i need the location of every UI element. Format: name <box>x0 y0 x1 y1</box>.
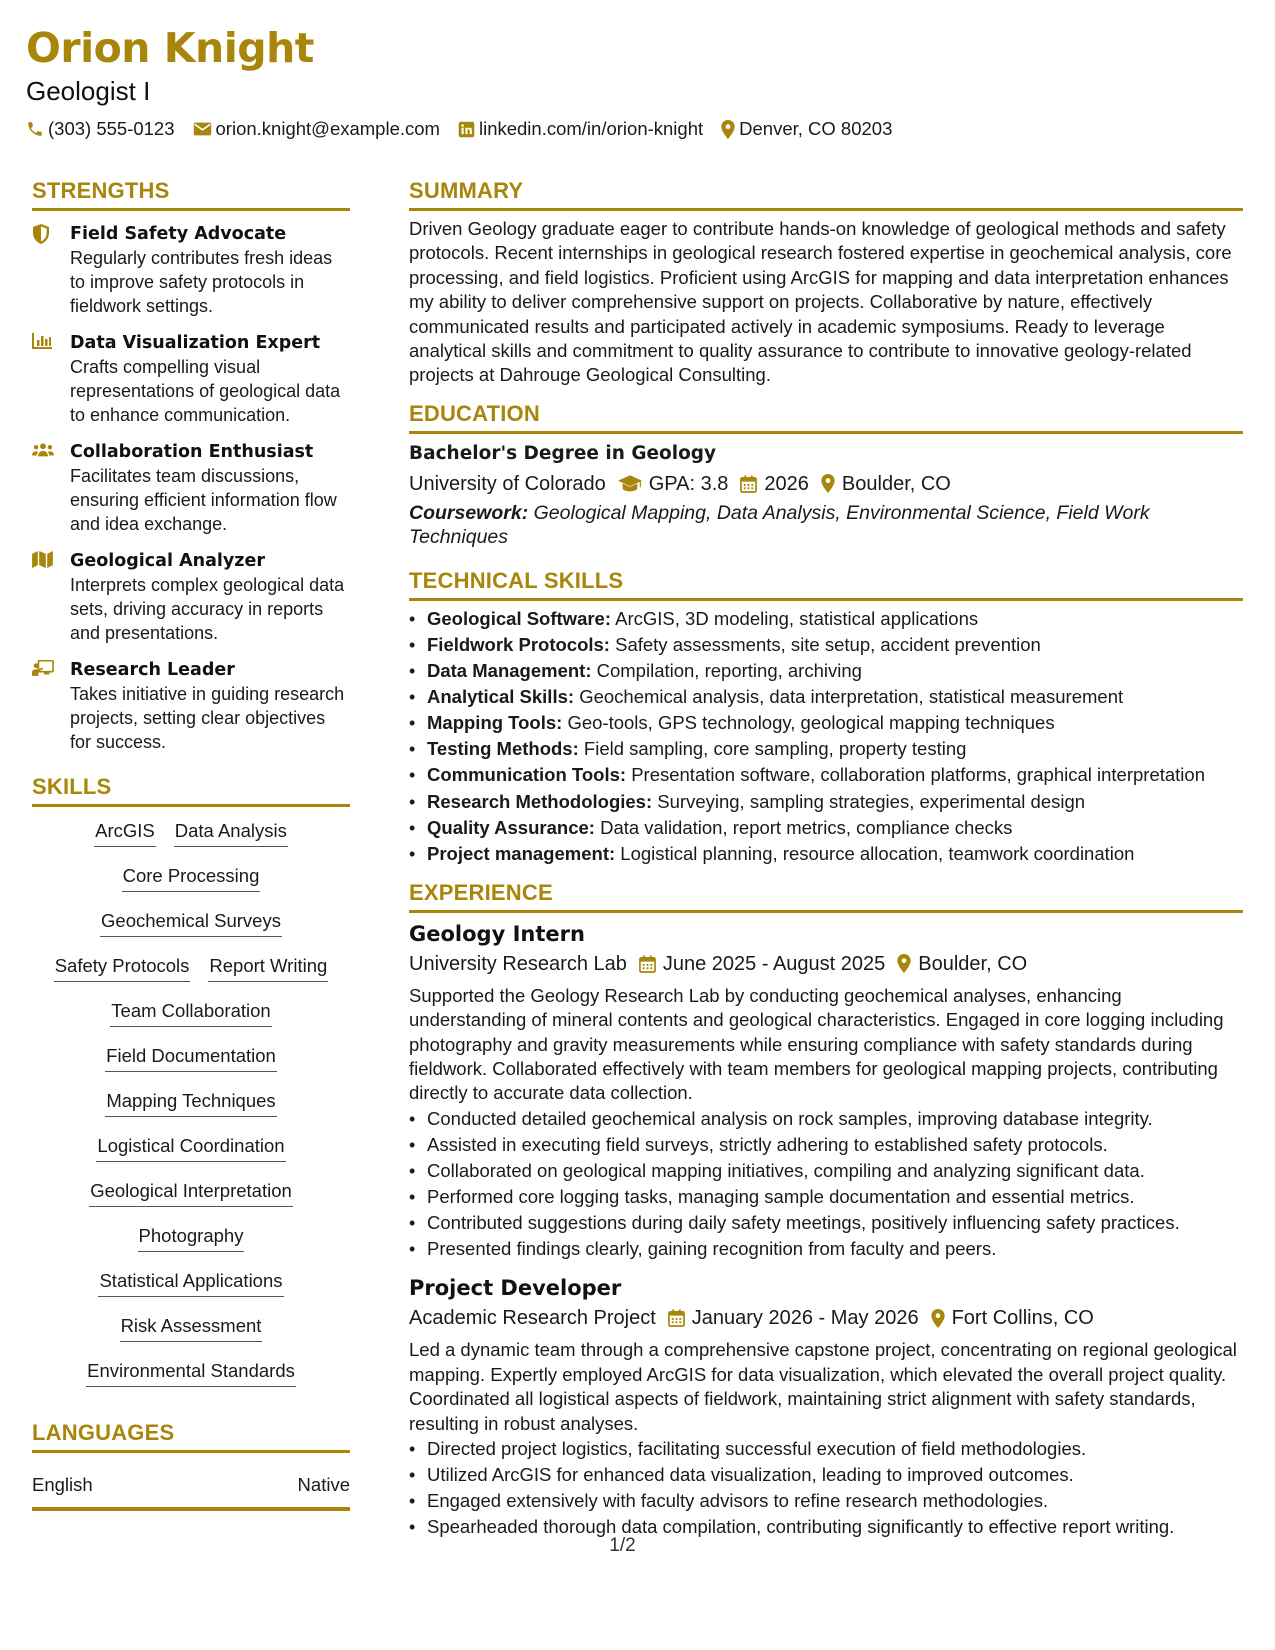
strength-item <box>32 658 350 754</box>
linkedin-icon <box>458 121 475 138</box>
job-entry <box>409 1274 1243 1540</box>
summary-text: Driven Geology graduate eager to contribute hands-on knowledge of geological methods and safety protocols. Recent internships in geological research fostered expertise in geochemical analysis, core processing, and field logistics. Proficient using ArcGIS for mapping and data interpretation enhances my ability to deliver comprehensive support on projects. Collaborative by nature, effectively communicated results and participated actively in academic symposiums. Ready to leverage analytical skills and commitment to quality assurance to contribute to innovative geology-related projects at Dahrouge Geological Consulting. <box>409 218 1232 386</box>
job-meta <box>409 1304 1243 1332</box>
experience-heading: EXPERIENCE <box>409 878 1243 913</box>
job-bullets <box>409 1436 1243 1540</box>
bar-chart-icon <box>32 333 52 349</box>
page-number: 1/2 <box>609 1535 636 1556</box>
strengths-heading: STRENGTHS <box>32 176 350 211</box>
job-title: Geologist I <box>26 76 151 106</box>
skill-chip: Mapping Techniques <box>105 1089 276 1117</box>
list-item: • Contributed suggestions during daily safety meetings, positively influencing safety practices. <box>409 1210 1243 1236</box>
list-item: • Testing Methods: Field sampling, core sampling, property testing <box>409 736 1243 762</box>
education-heading: EDUCATION <box>409 399 1243 434</box>
skill-chip: Logistical Coordination <box>96 1134 285 1162</box>
envelope-icon <box>193 121 212 137</box>
degree-title: Bachelor's Degree in Geology <box>409 442 717 464</box>
languages-heading: LANGUAGES <box>32 1418 350 1453</box>
linkedin-text: linkedin.com/in/orion-knight <box>478 118 704 139</box>
strength-desc: Interprets complex geological data sets, driving accuracy in reports and presentations. <box>70 575 345 643</box>
map-pin-icon <box>821 474 835 493</box>
users-icon <box>32 442 54 458</box>
gpa-text: GPA: 3.8 <box>648 472 729 495</box>
education-meta <box>409 470 1243 498</box>
language-item <box>32 1473 350 1511</box>
map-pin-icon <box>931 1309 945 1328</box>
list-item: • Analytical Skills: Geochemical analysis, data interpretation, statistical measurement <box>409 684 1243 710</box>
list-item: • Conducted detailed geochemical analysis on rock samples, improving database integrity. <box>409 1106 1243 1132</box>
strength-desc: Regularly contributes fresh ideas to improve safety protocols in fieldwork settings. <box>70 248 333 316</box>
contact-location <box>721 118 892 140</box>
job-org: University Research Lab <box>409 952 627 975</box>
strength-desc: Takes initiative in guiding research projects, setting clear objectives for success. <box>70 684 345 752</box>
strength-title: Research Leader <box>70 660 235 680</box>
list-item: • Spearheaded thorough data compilation, contributing significantly to effective report writing. <box>409 1514 1243 1540</box>
language-level: Native <box>297 1474 350 1495</box>
shield-icon <box>32 224 50 244</box>
location-text: Denver, CO 80203 <box>739 118 893 139</box>
skill-chip: Geochemical Surveys <box>100 909 282 937</box>
graduation-year: 2026 <box>764 472 809 495</box>
list-item: • Mapping Tools: Geo-tools, GPS technology, geological mapping techniques <box>409 710 1243 736</box>
calendar-icon <box>740 475 757 493</box>
skill-chip: Core Processing <box>122 864 261 892</box>
list-item: • Data Management: Compilation, reporting, archiving <box>409 658 1243 684</box>
coursework <box>409 501 1243 549</box>
resume-header <box>26 22 1249 140</box>
skill-chip: Risk Assessment <box>120 1314 263 1342</box>
list-item: • Utilized ArcGIS for enhanced data visualization, leading to improved outcomes. <box>409 1462 1243 1488</box>
coursework-label: Coursework: <box>409 501 529 524</box>
map-pin-icon <box>897 954 911 973</box>
job-meta <box>409 950 1243 978</box>
strength-item <box>32 549 350 645</box>
calendar-icon <box>639 955 656 973</box>
skill-chip: Team Collaboration <box>110 999 271 1027</box>
job-location: Fort Collins, CO <box>951 1307 1094 1330</box>
candidate-name: Orion Knight <box>26 24 314 72</box>
job-dates: June 2025 - August 2025 <box>662 952 886 975</box>
email-text: orion.knight@example.com <box>215 118 440 139</box>
contact-phone[interactable] <box>26 118 175 140</box>
job-description: Supported the Geology Research Lab by conducting geochemical analyses, enhancing understanding of mineral contents and geological characteristics. Engaged in core logging including photography and gravity measurements while ensuring compliance with safety standards during fieldwork. Collaborated effectively with team members for geological mapping projects, contributing directly to accurate data collection. <box>409 984 1224 1104</box>
list-item: • Presented findings clearly, gaining recognition from faculty and peers. <box>409 1236 1243 1262</box>
list-item: • Directed project logistics, facilitating successful execution of field methodologies. <box>409 1436 1243 1462</box>
strength-title: Collaboration Enthusiast <box>70 442 314 462</box>
job-dates: January 2026 - May 2026 <box>691 1307 919 1330</box>
job-org: Academic Research Project <box>409 1307 656 1330</box>
technical-skills-heading: TECHNICAL SKILLS <box>409 566 1243 601</box>
strength-item <box>32 440 350 536</box>
strength-item <box>32 222 350 318</box>
right-column <box>409 176 1243 1540</box>
list-item: • Collaborated on geological mapping initiatives, compiling and analyzing significant data. <box>409 1158 1243 1184</box>
skills-list <box>32 819 350 1404</box>
skill-chip: Data Analysis <box>174 819 288 847</box>
skill-chip: Statistical Applications <box>98 1269 283 1297</box>
contact-linkedin[interactable] <box>458 118 703 140</box>
list-item: • Communication Tools: Presentation software, collaboration platforms, graphical interpretation <box>409 762 1243 788</box>
phone-icon <box>26 120 44 138</box>
chalkboard-teacher-icon <box>32 660 54 677</box>
contact-email[interactable] <box>193 118 440 140</box>
list-item: • Quality Assurance: Data validation, report metrics, compliance checks <box>409 815 1243 841</box>
job-location: Boulder, CO <box>918 952 1028 975</box>
strengths-list <box>32 222 350 754</box>
technical-skills-list <box>409 606 1243 867</box>
calendar-icon <box>668 1309 685 1327</box>
list-item: • Geological Software: ArcGIS, 3D modeling, statistical applications <box>409 606 1243 632</box>
job-role: Geology Intern <box>409 921 585 946</box>
list-item: • Fieldwork Protocols: Safety assessments, site setup, accident prevention <box>409 632 1243 658</box>
job-description: Led a dynamic team through a comprehensive capstone project, concentrating on regional geological mapping. Expertly employed ArcGIS for data visualization, which elevated the overall project quality. Coordinated all logistical aspects of fieldwork, maintaining strict alignment with safety standards, resulting in robust analyses. <box>409 1339 1237 1434</box>
summary-heading: SUMMARY <box>409 176 1243 211</box>
left-column <box>32 176 350 1511</box>
skill-chip: Environmental Standards <box>86 1359 296 1387</box>
list-item: • Performed core logging tasks, managing sample documentation and essential metrics. <box>409 1184 1243 1210</box>
strength-item <box>32 331 350 427</box>
list-item: • Research Methodologies: Surveying, sampling strategies, experimental design <box>409 789 1243 815</box>
school-name: University of Colorado <box>409 472 606 495</box>
job-entry <box>409 920 1243 1263</box>
list-item: • Assisted in executing field surveys, strictly adhering to established safety protocols. <box>409 1132 1243 1158</box>
job-bullets <box>409 1106 1243 1263</box>
skills-heading: SKILLS <box>32 772 350 807</box>
map-icon <box>32 551 53 568</box>
job-role: Project Developer <box>409 1276 622 1301</box>
strength-desc: Crafts compelling visual representations of geological data to enhance communication. <box>70 357 341 425</box>
list-item: • Engaged extensively with faculty advisors to refine research methodologies. <box>409 1488 1243 1514</box>
coursework-list: Geological Mapping, Data Analysis, Environmental Science, Field Work Techniques <box>409 501 1150 548</box>
list-item: • Project management: Logistical planning, resource allocation, teamwork coordination <box>409 841 1243 867</box>
skill-chip: Geological Interpretation <box>89 1179 293 1207</box>
skill-chip: Photography <box>138 1224 245 1252</box>
strength-title: Field Safety Advocate <box>70 224 287 244</box>
map-pin-icon <box>721 120 735 139</box>
language-name: English <box>32 1474 93 1495</box>
contact-bar <box>26 118 1249 140</box>
skill-chip: ArcGIS <box>94 819 156 847</box>
skill-chip: Report Writing <box>208 954 328 982</box>
strength-title: Data Visualization Expert <box>70 333 321 353</box>
skill-chip: Safety Protocols <box>54 954 191 982</box>
phone-text: (303) 555-0123 <box>48 118 175 139</box>
strength-title: Geological Analyzer <box>70 551 265 571</box>
education-location: Boulder, CO <box>841 472 951 495</box>
skill-chip: Field Documentation <box>105 1044 277 1072</box>
graduation-cap-icon <box>618 475 642 492</box>
strength-desc: Facilitates team discussions, ensuring efficient information flow and idea exchange. <box>70 466 337 534</box>
